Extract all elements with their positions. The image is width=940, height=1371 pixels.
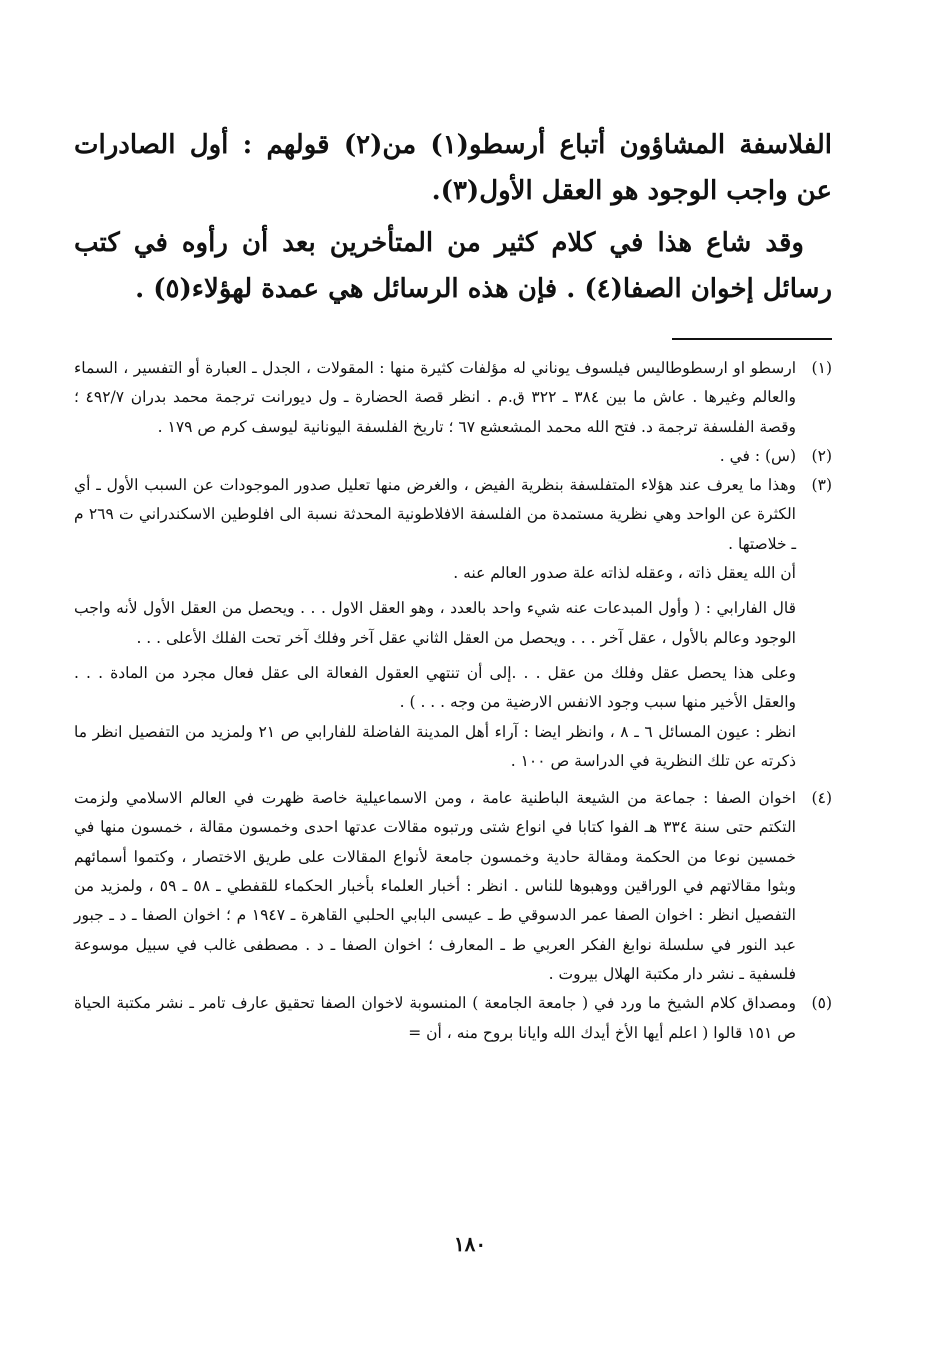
main-paragraph-1: الفلاسفة المشاؤون أتباع أرسطو(١) من(٢) قولهم : أول الصادرات عن واجب الوجود هو العقل الأول(٣). — [74, 130, 833, 206]
footnote-body — [74, 471, 796, 776]
footnote-quote: وعلى هذا يحصل عقل وفلك من عقل . . .إلى أن تنتهي العقول الفعالة الى عقل فعال مجرد من المادة . . . والعقل الأخير منها سبب وجود الانفس الارضية من وجه . . . ) . — [74, 663, 796, 712]
footnotes — [74, 354, 832, 1048]
footnote-2 — [74, 442, 832, 471]
footnote-number: (٣) — [811, 476, 832, 495]
footnote-quote: قال الفارابي : ( وأول المبدعات عنه شيء واحد بالعدد ، وهو العقل الاول . . . ويحصل من العقل الأول لأنه واجب الوجود وعالم بالأول ، عقل آخر . . . ويحصل من العقل الثاني عقل آخر وفلك آخر تحت الفلك الأعلى . . . — [74, 599, 796, 647]
footnote-3 — [74, 471, 832, 776]
footnote-text: اخوان الصفا : جماعة من الشيعة الباطنية عامة ، ومن الاسماعيلية خاصة ظهرت في العالم الاسلامي ولزمت التكتم حتى سنة ٣٣٤ هـ الفوا كتابا في انواع شتى ورتبوه مقالات عدتها احدى وخمسون مقالة ، خمسون منها في خمسين نوعا من الحكمة ومقالة حادية وخمسون جامعة لأنواع المقالات على طريق الاختصار ، وكتموا أسمائهم وبثوا مقالاتهم في الوراقين ووهبوها للناس . انظر : أخبار العلماء بأخبار الحكماء للقفطي ـ ٥٨ ـ ٥٩ ، ولمزيد من التفصيل انظر : اخوان الصفا عمر الدسوقي ط ـ عيسى البابي الحلبي القاهرة ـ ١٩٤٧ م ؛ اخوان الصفا ـ د ـ جبور عبد النور في سلسلة نوابغ الفكر العربي ط ـ المعارف ؛ اخوان الصفا ـ د . مصطفى غالب في سبيل موسوعة فلسفية ـ نشر دار مكتبة الهلال بيروت . — [74, 789, 796, 983]
footnote-number: (١) — [811, 359, 832, 377]
footnote-reference: انظر : عيون المسائل ٦ ـ ٨ ، وانظر ايضا : آراء أهل المدينة الفاضلة للفارابي ص ٢١ ولمزيد من التفصيل انظر ما ذكرته عن تلك النظرية في الدراسة ص ١٠٠ . — [74, 722, 796, 770]
footnote-number: (٤) — [811, 789, 832, 808]
footnote-body — [74, 442, 796, 471]
footnote-body — [74, 989, 796, 1048]
footnote-4 — [74, 784, 832, 989]
footnote-text: وهذا ما يعرف عند هؤلاء المتفلسفة بنظرية الفيض ، والغرض منها تعليل صدور الموجودات عن السبب الأول ـ أي الكثرة عن الواحد وهي نظرية مستمدة من الفلسفة الافلاطونية المحدثة نسبة الى افلوطين الاسكندراني ت ٢٦٩ م ـ خلاصتها . — [74, 476, 796, 553]
footnote-1 — [74, 354, 832, 442]
footnote-text: أن الله يعقل ذاته ، وعقله لذاته علة صدور العالم عنه . — [453, 564, 796, 583]
footnote-body — [74, 354, 796, 442]
footnote-number: (٢) — [811, 446, 832, 465]
footnote-text: ومصداق كلام الشيخ ما ورد في ( جامعة الجامعة ) المنسوبة لاخوان الصفا تحقيق عارف تامر ـ نشر مكتبة الحياة ص ١٥١ قالوا ( اعلم أيها الأخ أيدك الله وايانا بروح منه ، أن = — [74, 994, 796, 1042]
page-number: ١٨٠ — [453, 1232, 487, 1256]
footnote-divider — [672, 338, 832, 340]
footnote-5 — [74, 989, 832, 1048]
main-text — [74, 122, 832, 312]
footnote-number: (٥) — [811, 994, 832, 1013]
footnote-text: (س) : في . — [719, 446, 796, 465]
footnote-text: ارسطو او ارسطوطاليس فيلسوف يوناني له مؤلفات كثيرة منها : المقولات ، الجدل ـ العبارة أو التفسير ، السماء والعالم وغيرها . عاش ما بين ٣٨٤ ـ ٣٢٢ ق.م . انظر قصة الحضارة ـ ول ديورانت ترجمة محمد بدران ٤٩٢/٧ ؛ وقصة الفلسفة ترجمة د. فتح الله محمد المشعشع ٦٧ ؛ تاريخ الفلسفة اليونانية ليوسف كرم ص ١٧٩ . — [74, 359, 796, 436]
main-paragraph-2: وقد شاع هذا في كلام كثير من المتأخرين بعد أن رأوه في كتب رسائل إخوان الصفا(٤) . فإن هذه الرسائل هي عمدة لهؤلاء(٥) . — [74, 228, 832, 304]
footnote-body — [74, 784, 796, 989]
